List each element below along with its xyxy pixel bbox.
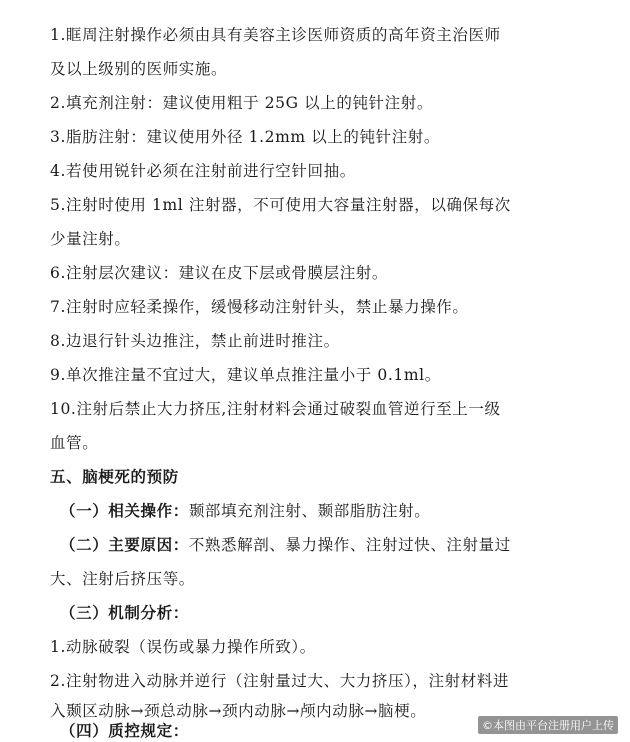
item-5-line-1: 5.注射时使用 1ml 注射器，不可使用大容量注射器，以确保每次 — [50, 196, 511, 214]
mechanism-1: 1.动脉破裂（误伤或暴力操作所致）。 — [50, 638, 316, 656]
item-5-line-2: 少量注射。 — [50, 230, 131, 248]
item-8: 8.边退行针头边推注，禁止前进时推注。 — [50, 332, 340, 350]
subsection-1 — [60, 500, 430, 522]
item-10-line-1: 10.注射后禁止大力挤压,注射材料会通过破裂血管逆行至上一级 — [50, 400, 501, 418]
item-3: 3.脂肪注射：建议使用外径 1.2mm 以上的钝针注射。 — [50, 128, 440, 146]
subsection-4-label: （四）质控规定： — [60, 721, 189, 740]
mechanism-2-line-1: 2.注射物进入动脉并逆行（注射量过大、大力挤压），注射材料进 — [50, 672, 510, 690]
subsection-2-label: （二）主要原因： — [60, 535, 189, 554]
subsection-3-label: （三）机制分析： — [60, 603, 189, 622]
item-6: 6.注射层次建议：建议在皮下层或骨膜层注射。 — [50, 264, 388, 282]
item-9: 9.单次推注量不宜过大，建议单点推注量小于 0.1ml。 — [50, 366, 441, 384]
item-1-line-2: 及以上级别的医师实施。 — [50, 60, 228, 78]
item-1-line-1: 1.眶周注射操作必须由具有美容主诊医师资质的高年资主治医师 — [50, 26, 501, 44]
item-10-line-2: 血管。 — [50, 434, 99, 452]
mechanism-2-line-2: 入颞区动脉→颈总动脉→颈内动脉→颅内动脉→脑梗。 — [50, 702, 427, 720]
subsection-1-text: 颞部填充剂注射、颞部脂肪注射。 — [188, 502, 431, 520]
subsection-2-text: 不熟悉解剖、暴力操作、注射过快、注射量过 — [188, 536, 511, 554]
subsection-1-label: （一）相关操作： — [60, 501, 189, 520]
item-2: 2.填充剂注射：建议使用粗于 25G 以上的钝针注射。 — [50, 94, 433, 112]
subsection-2-cont: 大、注射后挤压等。 — [50, 570, 195, 588]
item-4: 4.若使用锐针必须在注射前进行空针回抽。 — [50, 162, 356, 180]
item-7: 7.注射时应轻柔操作，缓慢移动注射针头，禁止暴力操作。 — [50, 298, 469, 316]
section-heading: 五、脑梗死的预防 — [50, 468, 179, 486]
subsection-2 — [60, 534, 511, 556]
watermark-badge: ©本图由平台注册用户上传 — [478, 716, 618, 734]
